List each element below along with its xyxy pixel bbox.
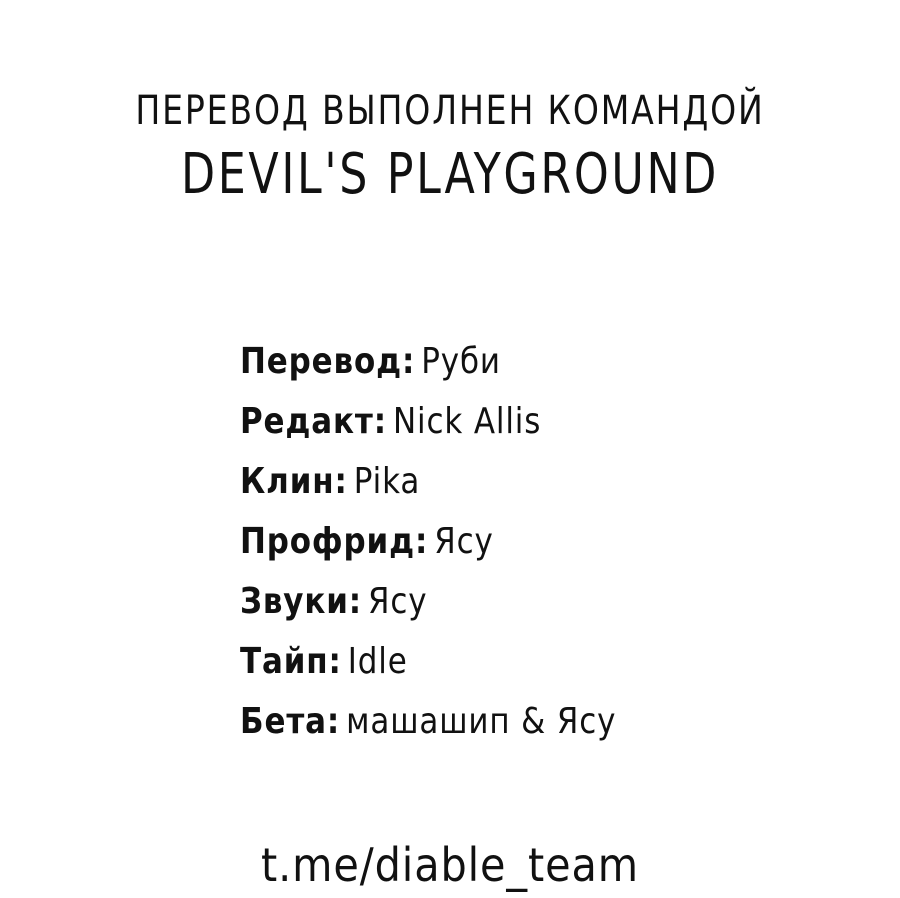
credit-value: Pika — [353, 461, 421, 502]
credit-row-cleaning: Клин: Pika — [240, 461, 421, 502]
credit-value: Ясу — [434, 521, 494, 562]
credits-list — [240, 332, 840, 752]
team-intro-heading: ПЕРЕВОД ВЫПОЛНЕН КОМАНДОЙ — [135, 88, 765, 134]
credit-row-typesetting: Тайп: Idle — [240, 641, 408, 682]
credit-value: машашип & Ясу — [346, 701, 617, 742]
credit-row-editing: Редакт: Nick Allis — [240, 401, 542, 442]
credit-value: Ясу — [368, 581, 428, 622]
credit-row-beta: Бета: машашип & Ясу — [240, 701, 617, 742]
credit-value: Nick Allis — [392, 401, 542, 442]
credit-label: Тайп — [240, 641, 329, 682]
credit-label: Профрид — [240, 521, 415, 562]
credit-label: Звуки — [240, 581, 349, 622]
credit-label: Редакт — [240, 401, 374, 442]
telegram-link: t.me/diable_team — [260, 838, 640, 892]
credit-row-sounds: Звуки: Ясу — [240, 581, 428, 622]
credit-row-translation: Перевод: Руби — [240, 341, 501, 382]
credit-label: Перевод — [240, 341, 402, 382]
credit-value: Руби — [421, 341, 501, 382]
credit-value: Idle — [347, 641, 408, 682]
team-name-title: DEVIL'S PLAYGROUND — [180, 142, 720, 207]
credit-label: Клин — [240, 461, 335, 502]
credit-label: Бета — [240, 701, 327, 742]
credit-row-proofreading: Профрид: Ясу — [240, 521, 494, 562]
